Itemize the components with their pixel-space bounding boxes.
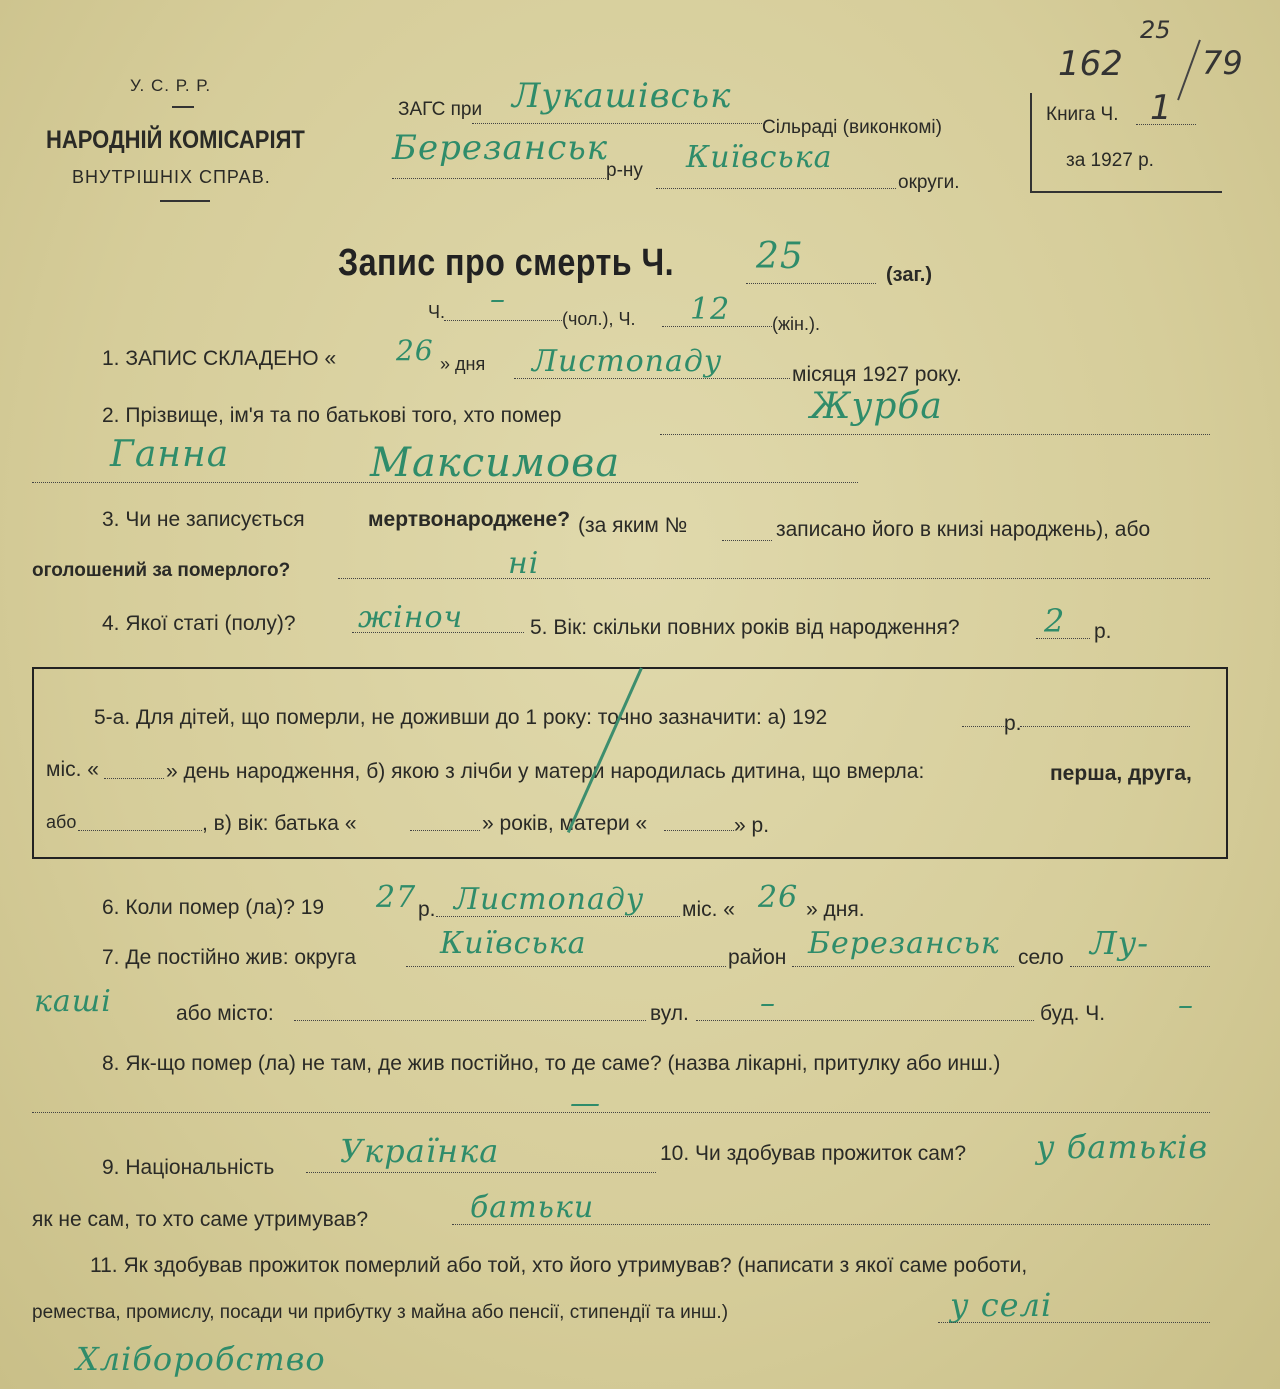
- fill-line: [410, 830, 480, 831]
- item-4-label: 4. Якої статі (полу)?: [102, 612, 296, 635]
- fill-line: [338, 578, 1210, 579]
- archive-number-2: 25: [1140, 16, 1171, 44]
- item-7-rayon-label: район: [728, 946, 787, 969]
- fill-line: [352, 632, 524, 633]
- okruha-value: Київська: [686, 140, 833, 175]
- ussr-label: У. С. Р. Р.: [130, 76, 212, 95]
- item-2-patronymic: Максимова: [370, 440, 621, 486]
- commissariat-label: НАРОДНІЙ КОМІСАРІЯТ: [46, 126, 305, 154]
- fill-line: [436, 916, 680, 917]
- archive-number-3: 79: [1202, 44, 1243, 82]
- fill-line: [1036, 638, 1090, 639]
- divider: [160, 200, 210, 202]
- item-5a-mother: » років, матери «: [482, 812, 648, 835]
- item-1-end: місяця 1927 року.: [792, 363, 962, 386]
- pencil-slash: [1177, 40, 1201, 101]
- fill-line: [32, 482, 858, 483]
- item-6-r: р.: [418, 898, 436, 921]
- item-2-label: 2. Прізвище, ім'я та по батькові того, хто помер: [102, 404, 562, 427]
- item-11-value: у селі: [950, 1286, 1053, 1324]
- item-2-name: Ганна: [110, 434, 230, 475]
- item-3-value: ні: [508, 546, 540, 581]
- item-7-vul-label: вул.: [650, 1002, 689, 1025]
- internal-affairs-label: ВНУТРІШНІХ СПРАВ.: [72, 167, 271, 187]
- item-11-value-2: Хліборобство: [76, 1340, 326, 1378]
- item-9-value: Українка: [340, 1132, 500, 1170]
- item-10b-value: батьки: [470, 1190, 595, 1225]
- female-value: 12: [690, 292, 731, 327]
- item-7-misto-label: або місто:: [176, 1002, 274, 1025]
- item-4-value: жіноч: [358, 600, 464, 635]
- item-11-label: 11. Як здобував прожиток померлий або той, хто його утримував? (написати з якої саме роботи,: [90, 1254, 1028, 1277]
- item-5a-line-1: 5-а. Для дітей, що померли, не доживши до 1 року: точно зазначити: а) 192: [94, 706, 828, 729]
- archive-number: 162: [1058, 44, 1123, 84]
- female-label: (жін.).: [772, 314, 820, 334]
- record-number: 25: [756, 236, 804, 277]
- item-3-stillborn: мертвонароджене?: [368, 508, 571, 531]
- item-7-selo: Лу-: [1090, 924, 1150, 962]
- fill-line: [1136, 124, 1196, 125]
- item-6-label: 6. Коли помер (ла)? 19: [102, 896, 325, 919]
- item-5a-r: р.: [1004, 712, 1022, 735]
- book-label: Книга Ч.: [1046, 104, 1119, 125]
- item-7-bud-label: буд. Ч.: [1040, 1002, 1106, 1025]
- item-1-label: 1. ЗАПИС СКЛАДЕНО «: [102, 347, 337, 370]
- divider: [172, 106, 194, 108]
- male-value: –: [490, 282, 506, 317]
- item-7-label: 7. Де постійно жив: округа: [102, 946, 357, 969]
- item-7-selo-cont: каші: [34, 984, 112, 1019]
- council-label: Сільраді (виконкомі): [762, 117, 942, 138]
- fill-line: [656, 188, 896, 189]
- fill-line: [294, 1020, 646, 1021]
- item-5a-first-second: перша, друга,: [1050, 762, 1192, 785]
- item-8-label: 8. Як-що помер (ла) не там, де жив постійно, то де саме? (назва лікарні, притулку або инш.): [102, 1052, 1001, 1075]
- zags-label: ЗАГС при: [398, 99, 483, 120]
- title-suffix: (заг.): [886, 264, 933, 286]
- district-value: Березанськ: [392, 128, 609, 168]
- item-9-label: 9. Національність: [102, 1156, 275, 1179]
- item-5-label: 5. Вік: скільки повних років від народження?: [530, 616, 960, 639]
- district-label: р-ну: [606, 160, 643, 181]
- book-year: за 1927 р.: [1066, 150, 1154, 171]
- item-7-selo-label: село: [1018, 946, 1064, 969]
- item-1-month: Листопаду: [532, 344, 723, 379]
- fill-line: [104, 778, 164, 779]
- item-11-label-2: ремества, промислу, посади чи прибутку з майна або пенсії, стипендії та инш.): [32, 1302, 729, 1323]
- item-7-bud-value: –: [1178, 988, 1194, 1023]
- item-10-label: 10. Чи здобував прожиток сам?: [660, 1142, 966, 1165]
- fill-line: [696, 1020, 1034, 1021]
- item-7-okruha: Київська: [440, 926, 587, 961]
- male-label: (чол.), Ч.: [562, 309, 636, 329]
- fill-line: [78, 830, 202, 831]
- item-10b-label: як не сам, то хто саме утримував?: [32, 1208, 369, 1231]
- fill-line: [392, 178, 606, 179]
- fill-line: [962, 726, 1006, 727]
- item-1-day: 26: [396, 334, 434, 367]
- fill-line: [452, 1224, 1210, 1225]
- item-5a-line-2: » день народження, б) якою з лічби у матери народилась дитина, що вмерла:: [166, 760, 925, 783]
- fill-line: [660, 434, 1210, 435]
- fill-line: [664, 830, 734, 831]
- item-6-month: Листопаду: [454, 882, 645, 917]
- item-5a-father: , в) вік: батька «: [202, 812, 357, 835]
- fill-line: [792, 966, 1014, 967]
- zags-value: Лукашівськ: [512, 76, 732, 116]
- fill-line: [406, 966, 726, 967]
- fill-line: [444, 320, 562, 321]
- item-3-label: 3. Чи не записується: [102, 508, 305, 531]
- item-5a-mis: міс. «: [46, 758, 99, 781]
- fill-line: [472, 123, 762, 124]
- item-7-vul-value: –: [760, 986, 776, 1021]
- fill-line: [938, 1322, 1210, 1323]
- item-8-value: —: [570, 1086, 601, 1121]
- item-10-value: у батьків: [1036, 1128, 1209, 1166]
- fill-line: [746, 283, 876, 284]
- item-3-declared: оголошений за померлого?: [32, 560, 291, 581]
- item-6-end: » дня.: [806, 898, 865, 921]
- fill-line: [1020, 726, 1190, 727]
- book-number: 1: [1150, 88, 1172, 128]
- fill-line: [722, 540, 772, 541]
- okruha-label: округи.: [898, 172, 960, 193]
- item-5-value: 2: [1044, 602, 1066, 640]
- ch-label: Ч.: [428, 302, 445, 322]
- item-7-rayon: Березанськ: [808, 926, 1000, 961]
- item-2-surname: Журба: [810, 386, 943, 427]
- item-6-year: 27: [376, 880, 417, 915]
- fill-line: [32, 1112, 1210, 1113]
- item-5a-or: або: [46, 812, 77, 832]
- item-6-mis: міс. «: [682, 898, 735, 921]
- fill-line: [662, 326, 772, 327]
- item-5a-end: » р.: [734, 814, 770, 837]
- fill-line: [306, 1172, 656, 1173]
- item-3-number-label: (за яким №: [578, 514, 688, 537]
- fill-line: [514, 378, 790, 379]
- fill-line: [1070, 966, 1210, 967]
- page-title: Запис про смерть Ч.: [338, 242, 674, 284]
- item-1-mid: » дня: [440, 354, 486, 374]
- item-5-unit: р.: [1094, 620, 1112, 643]
- item-3-register: записано його в книзі народжень), або: [776, 518, 1151, 541]
- item-6-day: 26: [758, 880, 799, 915]
